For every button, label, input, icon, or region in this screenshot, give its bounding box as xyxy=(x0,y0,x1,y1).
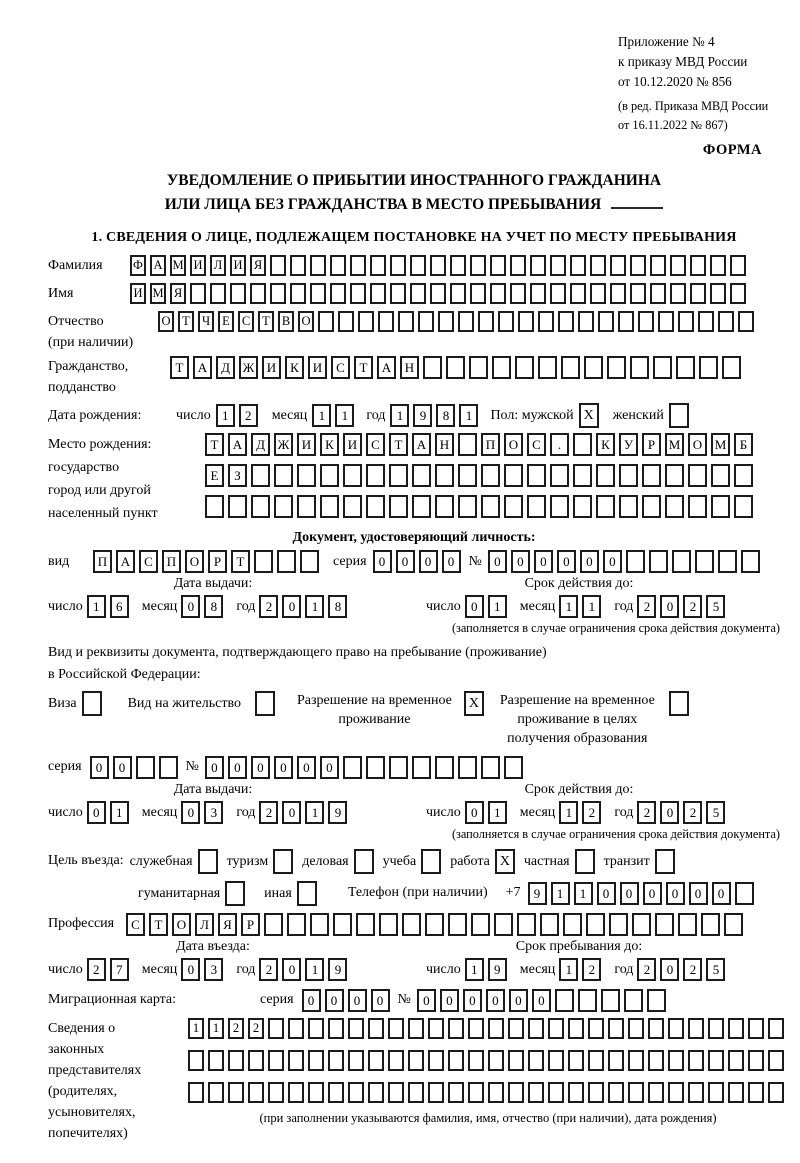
permit-number-cells[interactable]: 0 0 0 0 0 0 xyxy=(205,756,527,779)
doc-issue-day-cells[interactable]: 1 6 xyxy=(87,595,133,618)
doc-issue-month-cells[interactable]: 0 8 xyxy=(181,595,227,618)
purpose-tourism-checkbox[interactable] xyxy=(273,849,293,874)
representatives-cells-block xyxy=(188,1018,788,1126)
entry-date-heading: Дата въезда: xyxy=(176,938,250,954)
birthplace-row1-cells[interactable]: Т А Д Ж И К И С Т А Н П О С . К У Р М О М Б xyxy=(205,433,757,456)
appendix-block xyxy=(618,32,780,134)
appendix-line: от 10.12.2020 № 856 xyxy=(618,73,732,89)
representatives-row3-cells[interactable] xyxy=(188,1082,788,1103)
profession-label: Профессия xyxy=(48,916,115,932)
birth-year-cells[interactable]: 1 9 8 1 xyxy=(390,404,482,427)
representatives-label: Сведения о законных представителях (родителях, усыновителях, попечителях) xyxy=(48,1020,142,1141)
doc-valid-year-cells[interactable]: 2 0 2 5 xyxy=(637,595,729,618)
surname-label: Фамилия xyxy=(48,258,103,274)
permit-issue-year-cells[interactable]: 2 0 1 9 xyxy=(259,801,351,824)
year-label: год xyxy=(366,408,386,424)
permit-series-cells[interactable]: 0 0 xyxy=(90,756,182,779)
doc-dates-block: Дата выдачи: Срок действия до: число 1 6 месяц 0 8 год 2 0 1 8 число 0 1 месяц 1 1 год 2 0 2 5 (заполняется в случае ограничения срока действия документа) xyxy=(48,576,780,636)
purpose-humanitarian-checkbox[interactable] xyxy=(225,881,245,906)
doc-series-label: серия xyxy=(333,553,367,569)
permit-paragraph: Вид и реквизиты документа, подтверждающего право на пребывание (проживание) в Российской Федерации: xyxy=(48,645,547,682)
stay-year-cells[interactable]: 2 0 2 5 xyxy=(637,958,729,981)
appendix-line: к приказу МВД России xyxy=(618,53,748,69)
permit-series-label: серия xyxy=(48,759,82,775)
given-name-label: Имя xyxy=(48,286,74,302)
form-word: ФОРМА xyxy=(702,142,762,159)
identity-document-heading: Документ, удостоверяющий личность: xyxy=(292,530,536,546)
permit-valid-year-cells[interactable]: 2 0 2 5 xyxy=(637,801,729,824)
entry-year-cells[interactable]: 2 0 1 9 xyxy=(259,958,351,981)
sex-male-checkbox[interactable]: X xyxy=(579,403,599,428)
issue-date-heading: Дата выдачи: xyxy=(173,576,253,592)
form-title-line1: УВЕДОМЛЕНИЕ О ПРИБЫТИИ ИНОСТРАННОГО ГРАЖДАНИНА xyxy=(166,172,662,190)
permit-issue-day-cells[interactable]: 0 1 xyxy=(87,801,133,824)
sex-female-checkbox[interactable] xyxy=(669,403,689,428)
representatives-note: (при заполнении указываются фамилия, имя, отчество (при наличии), дата рождения) xyxy=(259,1110,717,1125)
doc-issue-year-cells[interactable]: 2 0 1 8 xyxy=(259,595,351,618)
purpose-row-2: гуманитарная иная Телефон (при наличии) +7 9 1 1 0 0 0 0 0 0 xyxy=(138,881,780,906)
form-title xyxy=(48,169,780,217)
doc-series-cells[interactable]: 0 0 0 0 xyxy=(373,550,465,573)
permit-issue-heading: Дата выдачи: xyxy=(173,781,253,797)
phone-prefix: +7 xyxy=(505,885,521,901)
patronymic-cells[interactable]: О Т Ч Е С Т В О xyxy=(158,311,758,332)
permit-checkbox-row xyxy=(48,691,780,748)
phone-cells[interactable]: 9 1 1 0 0 0 0 0 0 xyxy=(528,882,758,905)
temp-residence-checkbox[interactable]: X xyxy=(464,691,484,716)
migration-series-cells[interactable]: 0 0 0 0 xyxy=(302,989,394,1012)
migration-card-label: Миграционная карта: xyxy=(48,992,177,1008)
appendix-line: Приложение № 4 xyxy=(618,34,715,49)
migration-series-label: серия xyxy=(260,992,294,1008)
stay-month-cells[interactable]: 1 2 xyxy=(559,958,605,981)
representatives-row2-cells[interactable] xyxy=(188,1050,788,1071)
temp-residence-edu-label: Разрешение на временное проживание в целях получения образования xyxy=(499,692,655,746)
doc-type-cells[interactable]: П А С П О Р Т xyxy=(93,550,323,573)
entry-month-cells[interactable]: 0 3 xyxy=(181,958,227,981)
permit-issue-month-cells[interactable]: 0 3 xyxy=(181,801,227,824)
sex-female-label: женский xyxy=(612,408,664,424)
migration-number-cells[interactable]: 0 0 0 0 0 0 xyxy=(417,989,670,1012)
birthplace-cells-block xyxy=(205,433,757,526)
purpose-label: Цель въезда: xyxy=(48,853,124,869)
birthplace-row2-cells[interactable]: Е З xyxy=(205,464,757,487)
purpose-private-checkbox[interactable] xyxy=(575,849,595,874)
visa-label: Виза xyxy=(48,695,77,711)
permit-dates-block: Дата выдачи: Срок действия до: число 0 1 месяц 0 3 год 2 0 1 9 число 0 1 месяц 1 2 год 2 0 2 5 (заполняется в случае ограничения срока действия документа) xyxy=(48,781,780,841)
purpose-other-checkbox[interactable] xyxy=(297,881,317,906)
form-title-line2: ИЛИ ЛИЦА БЕЗ ГРАЖДАНСТВА В МЕСТО ПРЕБЫВАНИЯ xyxy=(164,196,602,214)
day-label: число xyxy=(176,408,211,424)
permit-valid-day-cells[interactable]: 0 1 xyxy=(465,801,511,824)
birth-day-cells[interactable]: 1 2 xyxy=(216,404,262,427)
doc-number-cells[interactable]: 0 0 0 0 0 0 xyxy=(488,550,764,573)
temp-residence-edu-checkbox[interactable] xyxy=(669,691,689,716)
birth-month-cells[interactable]: 1 1 xyxy=(312,404,358,427)
stay-day-cells[interactable]: 1 9 xyxy=(465,958,511,981)
citizenship-label: Гражданство, подданство xyxy=(48,359,129,396)
citizenship-cells[interactable]: Т А Д Ж И К И С Т А Н xyxy=(170,356,745,379)
doc-number-label: № xyxy=(468,553,482,569)
purpose-work-checkbox[interactable]: X xyxy=(495,849,515,874)
purpose-study-checkbox[interactable] xyxy=(421,849,441,874)
residence-permit-checkbox[interactable] xyxy=(255,691,275,716)
representatives-row1-cells[interactable]: 1 1 2 2 xyxy=(188,1018,788,1039)
revision-line: (в ред. Приказа МВД России xyxy=(618,99,769,114)
temp-residence-label: Разрешение на временное проживание xyxy=(296,692,452,727)
doc-valid-month-cells[interactable]: 1 1 xyxy=(559,595,605,618)
permit-valid-month-cells[interactable]: 1 2 xyxy=(559,801,605,824)
residence-permit-label: Вид на жительство xyxy=(127,695,241,711)
purpose-transit-checkbox[interactable] xyxy=(655,849,675,874)
visa-checkbox[interactable] xyxy=(82,691,102,716)
entry-dates-block: Дата въезда: Срок пребывания до: число 2 7 месяц 0 3 год 2 0 1 9 число 1 9 месяц 1 2 год 2 0 2 5 xyxy=(48,939,780,982)
purpose-business-checkbox[interactable] xyxy=(354,849,374,874)
birth-date-label: Дата рождения: xyxy=(48,407,142,423)
permit-number-label: № xyxy=(185,759,199,775)
patronymic-label: Отчество (при наличии) xyxy=(48,314,134,351)
validity-note: (заполняется в случае ограничения срока действия документа) xyxy=(451,621,780,636)
purpose-official-checkbox[interactable] xyxy=(198,849,218,874)
doc-type-label: вид xyxy=(48,553,70,569)
doc-valid-day-cells[interactable]: 0 1 xyxy=(465,595,511,618)
stay-until-heading: Срок пребывания до: xyxy=(515,938,643,954)
month-label: месяц xyxy=(271,408,308,424)
profession-cells[interactable]: С Т О Л Я Р xyxy=(126,913,747,936)
permit-valid-heading: Срок действия до: xyxy=(524,781,634,797)
surname-cells[interactable]: Ф А М И Л И Я xyxy=(130,255,750,276)
permit-validity-note: (заполняется в случае ограничения срока действия документа) xyxy=(451,826,780,841)
title-blank-line xyxy=(611,197,663,209)
section1-heading: 1. СВЕДЕНИЯ О ЛИЦЕ, ПОДЛЕЖАЩЕМ ПОСТАНОВКЕ НА УЧЕТ ПО МЕСТУ ПРЕБЫВАНИЯ xyxy=(91,230,737,246)
phone-label: Телефон (при наличии) xyxy=(347,885,488,901)
sex-male-label: Пол: мужской xyxy=(490,408,574,424)
entry-day-cells[interactable]: 2 7 xyxy=(87,958,133,981)
given-name-cells[interactable]: И М Я xyxy=(130,283,750,304)
purpose-row-1: Цель въезда: служебная туризм деловая учеба работа X частная транзит xyxy=(48,849,780,874)
valid-until-heading: Срок действия до: xyxy=(524,576,634,592)
birthplace-row3-cells[interactable] xyxy=(205,495,757,518)
birthplace-label: Место рождения: государство город или другой населенный пункт xyxy=(48,437,158,522)
revision-line: от 16.11.2022 № 867) xyxy=(618,117,728,132)
migration-number-label: № xyxy=(397,992,411,1008)
